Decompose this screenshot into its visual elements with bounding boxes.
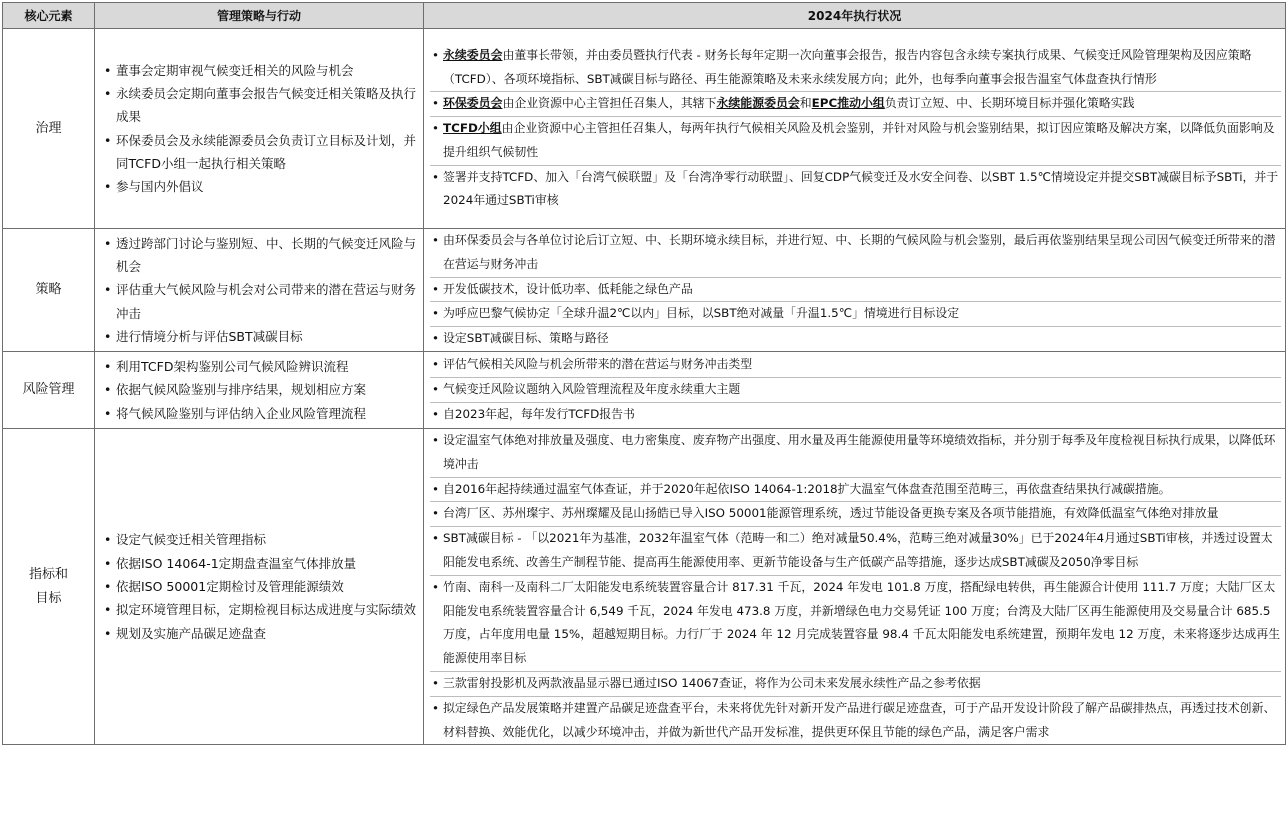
list-item: • 由环保委员会与各单位讨论后订立短、中、长期环境永续目标，并进行短、中、长期的气候风险与机会鉴别，最后再依鉴别结果呈现公司因气候变迁所带来的潜在营运与财务冲击: [430, 229, 1281, 278]
category-metrics-targets: 指标和 目标: [3, 429, 95, 745]
list-item: • 永续委员会由董事长带领，并由委员暨执行代表 - 财务长每年定期一次向董事会报告，报告内容包含永续专案执行成果、气候变迁风险管理架构及因应策略（TCFD）、各项环境指标、SBT减碳目标与路径、再生能源策略及未来永续发展方向；此外，也每季向董事会报告温室气体盘查执行情形: [430, 44, 1281, 93]
tcfd-table: [2, 2, 1286, 745]
metrics-actions: [95, 429, 424, 745]
term-energy-committee: 永续能源委员会: [716, 96, 800, 111]
row-strategy: [3, 229, 1286, 352]
list-item: • SBT减碳目标 - 「以2021年为基准，2032年温室气体（范畴一和二）绝对减量50.4%，范畴三绝对减量30%」已于2024年4月通过SBTi审核，并透过设置太阳能发电系统、改善生产制程节能、提高再生能源使用率、更新节能设备与生产低碳产品等措施，逐步达成SBT减碳及2050净零目标: [430, 527, 1281, 576]
list-item: • 利用TCFD架构鉴别公司气候风险辨识流程: [101, 355, 419, 378]
list-item: • 三款雷射投影机及两款液晶显示器已通过ISO 14067查证，将作为公司未来发展永续性产品之参考依据: [430, 672, 1281, 697]
row-risk-management: [3, 352, 1286, 429]
list-item: • 设定气候变迁相关管理指标: [101, 528, 419, 551]
governance-actions: [95, 29, 424, 229]
list-item: • 拟定环境管理目标，定期检视目标达成进度与实际绩效: [101, 598, 419, 621]
governance-status: [424, 29, 1286, 229]
category-risk-management: 风险管理: [3, 352, 95, 429]
list-item: • 参与国内外倡议: [101, 175, 419, 198]
list-item: • 评估气候相关风险与机会所带来的潜在营运与财务冲击类型: [430, 353, 1281, 378]
risk-status: [424, 352, 1286, 429]
list-item: • 规划及实施产品碳足迹盘查: [101, 622, 419, 645]
header-row: [3, 3, 1286, 29]
category-strategy: 策略: [3, 229, 95, 352]
header-strategy-action: 管理策略与行动: [95, 3, 424, 29]
term-sustainability-committee: 永续委员会: [443, 47, 503, 62]
risk-actions: [95, 352, 424, 429]
list-item: • 依据ISO 50001定期检讨及管理能源绩效: [101, 575, 419, 598]
list-item: • 台湾厂区、苏州璨宇、苏州璨耀及昆山扬皓已导入ISO 50001能源管理系统，透过节能设备更换专案及各项节能措施，有效降低温室气体绝对排放量: [430, 502, 1281, 527]
list-item: • 自2023年起，每年发行TCFD报告书: [430, 403, 1281, 427]
term-environment-committee: 环保委员会: [443, 96, 503, 111]
list-item: • 永续委员会定期向董事会报告气候变迁相关策略及执行成果: [101, 82, 419, 129]
list-item: • 竹南、南科一及南科二厂太阳能发电系统装置容量合计 817.31 千瓦，2024 年发电 101.8 万度，搭配绿电转供，再生能源合计使用 111.7 万度；大陆厂区太阳能发电系统装置容量合计 6,549 千瓦，2024 年发电 473.8 万度，并新增绿色电力交易凭证 100 万度；台湾及大陆厂区再生能源使用及交易量合计 685.5 万度，占年度用电量 15%，超越短期目标。力行厂于 2024 年 12 月完成装置容量 98.4 千瓦太阳能发电系统建置，预期年发电 12 万度，未来将逐步达成再生能源使用率目标: [430, 576, 1281, 672]
list-item: • 董事会定期审视气候变迁相关的风险与机会: [101, 59, 419, 82]
climate-governance-table: [2, 2, 1285, 745]
list-item: • 拟定绿色产品发展策略并建置产品碳足迹盘查平台，未来将优先针对新开发产品进行碳足迹盘查，可于产品开发设计阶段了解产品碳排热点，再透过技术创新、材料替换、效能优化，以减少环境冲击，并做为新世代产品开发标准，提供更环保且节能的绿色产品，满足客户需求: [430, 697, 1281, 745]
list-item: • TCFD小组由企业资源中心主管担任召集人，每两年执行气候相关风险及机会鉴别，并针对风险与机会鉴别结果，拟订因应策略及解决方案，以降低负面影响及提升组织气候韧性: [430, 117, 1281, 166]
list-item: • 为呼应巴黎气候协定「全球升温2℃以内」目标，以SBT绝对减量「升温1.5℃」情境进行目标设定: [430, 302, 1281, 327]
strategy-actions: [95, 229, 424, 352]
list-item: • 透过跨部门讨论与鉴别短、中、长期的气候变迁风险与机会: [101, 232, 419, 278]
strategy-status: [424, 229, 1286, 352]
list-item: • 签署并支持TCFD、加入「台湾气候联盟」及「台湾净零行动联盟」、回复CDP气候变迁及水安全问卷、以SBT 1.5℃情境设定并提交SBT减碳目标予SBTi，并于2024年通过SBTi审核: [430, 166, 1281, 214]
row-metrics-targets: [3, 429, 1286, 745]
list-item: • 依据ISO 14064-1定期盘查温室气体排放量: [101, 552, 419, 575]
term-epc-group: EPC推动小组: [811, 96, 885, 111]
category-governance: 治理: [3, 29, 95, 229]
list-item: • 进行情境分析与评估SBT减碳目标: [101, 325, 419, 348]
list-item: • 气候变迁风险议题纳入风险管理流程及年度永续重大主题: [430, 378, 1281, 403]
list-item: • 评估重大气候风险与机会对公司带来的潜在营运与财务冲击: [101, 278, 419, 324]
list-item: • 环保委员会及永续能源委员会负责订立目标及计划，并同TCFD小组一起执行相关策略: [101, 129, 419, 176]
term-tcfd-group: TCFD小组: [443, 121, 502, 136]
metrics-status: [424, 429, 1286, 745]
header-core-element: 核心元素: [3, 3, 95, 29]
list-item: • 设定温室气体绝对排放量及强度、电力密集度、废弃物产出强度、用水量及再生能源使用量等环境绩效指标，并分别于每季及年度检视目标执行成果，以降低环境冲击: [430, 429, 1281, 478]
list-item: • 依据气候风险鉴别与排序结果，规划相应方案: [101, 378, 419, 401]
row-governance: [3, 29, 1286, 229]
list-item: • 将气候风险鉴别与评估纳入企业风险管理流程: [101, 402, 419, 425]
list-item: • 开发低碳技术，设计低功率、低耗能之绿色产品: [430, 278, 1281, 303]
list-item: • 设定SBT减碳目标、策略与路径: [430, 327, 1281, 351]
list-item: • 环保委员会由企业资源中心主管担任召集人，其辖下永续能源委员会和EPC推动小组负责订立短、中、长期环境目标并强化策略实践: [430, 92, 1281, 117]
header-2024-status: 2024年执行状况: [424, 3, 1286, 29]
list-item: • 自2016年起持续通过温室气体查证，并于2020年起依ISO 14064-1:2018扩大温室气体盘查范围至范畴三，再依盘查结果执行减碳措施。: [430, 478, 1281, 503]
